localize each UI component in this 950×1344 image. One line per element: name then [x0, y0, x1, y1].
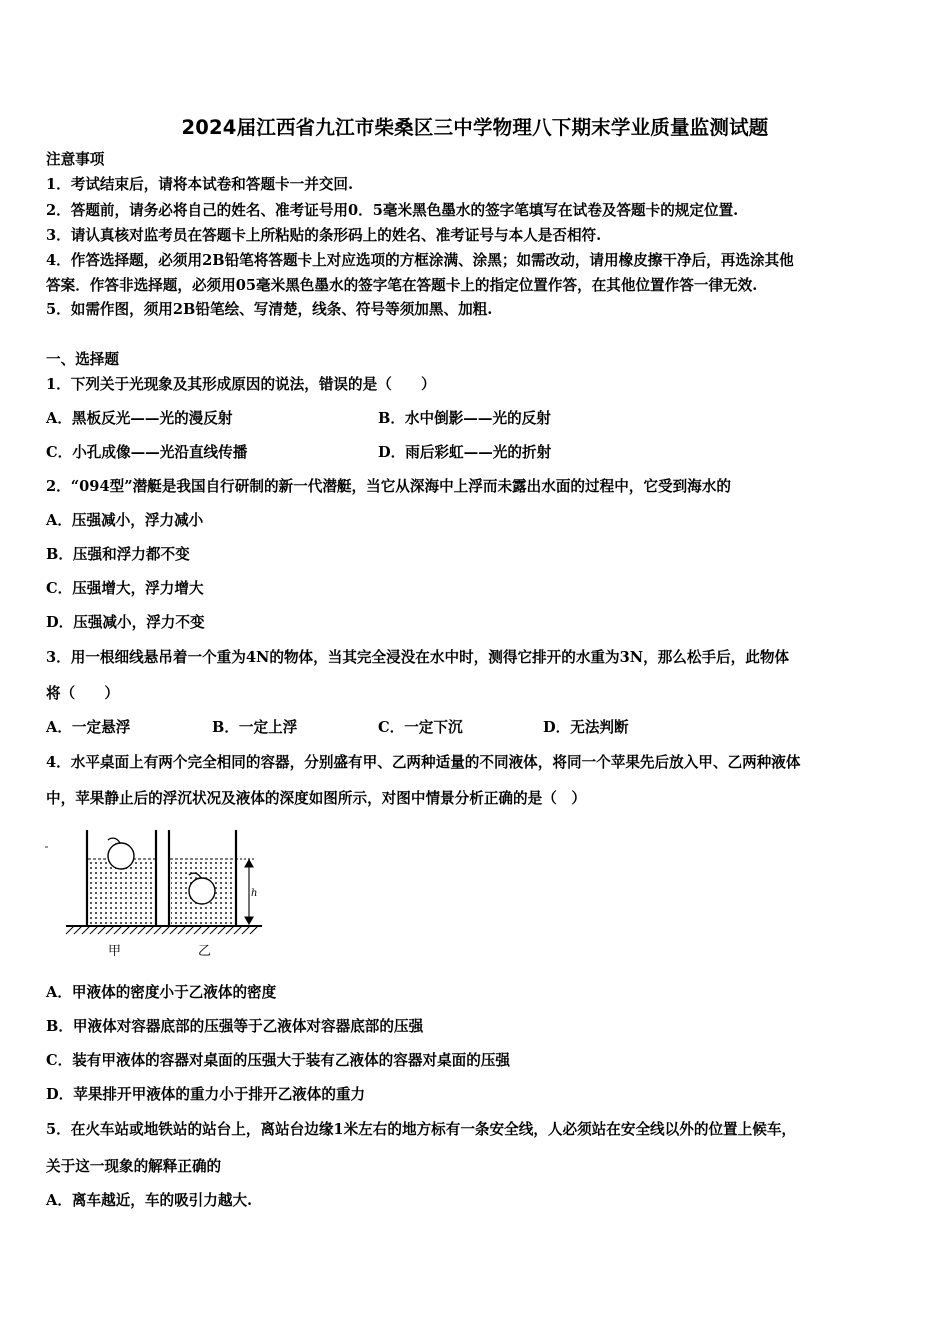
q4-figure	[44, 826, 268, 962]
q1-option-b: B．水中倒影——光的反射	[378, 410, 551, 427]
notice-item: 答案．作答非选择题，必须用05毫米黑色墨水的签字笔在答题卡上的指定位置作答，在其他位置作答一律无效.	[46, 277, 758, 294]
q5-option-a: A．离车越近，车的吸引力越大.	[46, 1192, 253, 1209]
q4-option-a: A．甲液体的密度小于乙液体的密度	[46, 984, 277, 1001]
label-jia: 甲	[108, 944, 122, 959]
notice-item: 1．考试结束后，请将本试卷和答题卡一并交回.	[46, 176, 354, 193]
question-5-stem: 5．在火车站或地铁站的站台上，离站台边缘1米左右的地方标有一条安全线，人必须站在安全线以外的位置上候车，	[46, 1121, 797, 1138]
q3-option-c: C．一定下沉	[378, 719, 463, 736]
question-4-stem-cont: 中，苹果静止后的浮沉状况及液体的深度如图所示，对图中情景分析正确的是（ ）	[46, 790, 586, 807]
question-1-stem: 1．下列关于光现象及其形成原因的说法，错误的是（ ）	[46, 376, 436, 393]
question-4-stem: 4．水平桌面上有两个完全相同的容器，分别盛有甲、乙两种适量的不同液体，将同一个苹果先后放入甲、乙两种液体	[46, 754, 801, 771]
q3-option-d: D．无法判断	[543, 719, 629, 736]
page-title: 2024届江西省九江市柴桑区三中学物理八下期末学业质量监测试题	[181, 116, 769, 139]
q1-option-d: D．雨后彩虹——光的折射	[378, 444, 552, 461]
apple-floating	[108, 838, 134, 869]
q3-option-b: B．一定上浮	[212, 719, 298, 736]
label-yi: 乙	[198, 944, 212, 959]
q2-option-a: A．压强减小，浮力减小	[46, 512, 204, 529]
notice-item: 2．答题前，请务必将自己的姓名、准考证号用0．5毫米黑色墨水的签字笔填写在试卷及答题卡的规定位置.	[46, 202, 739, 219]
q1-option-c: C．小孔成像——光沿直线传播	[46, 444, 248, 461]
notice-item: 5．如需作图，须用2B铅笔绘、写清楚，线条、符号等须加黑、加粗.	[46, 301, 493, 318]
q4-option-c: C．装有甲液体的容器对桌面的压强大于装有乙液体的容器对桌面的压强	[46, 1052, 511, 1069]
question-3-stem: 3．用一根细线悬吊着一个重为4N的物体，当其完全浸没在水中时，测得它排开的水重为3N，那么松手后，此物体	[46, 649, 790, 666]
notice-item: 3．请认真核对监考员在答题卡上所粘贴的条形码上的姓名、准考证号与本人是否相符.	[46, 227, 602, 244]
q4-option-b: B．甲液体对容器底部的压强等于乙液体对容器底部的压强	[46, 1018, 424, 1035]
depth-label: h	[251, 888, 258, 899]
question-3-stem-cont: 将（ ）	[46, 685, 119, 702]
q4-option-d: D．苹果排开甲液体的重力小于排开乙液体的重力	[46, 1086, 366, 1103]
q3-option-a: A．一定悬浮	[46, 719, 131, 736]
q1-option-a: A．黑板反光——光的漫反射	[46, 410, 233, 427]
question-5-stem-cont: 关于这一现象的解释正确的	[46, 1158, 222, 1175]
q2-option-d: D．压强减小，浮力不变	[46, 614, 205, 631]
table-hatching	[66, 926, 258, 934]
question-2-stem: 2．“094型”潜艇是我国自行研制的新一代潜艇，当它从深海中上浮而未露出水面的过程中，它受到海水的	[46, 478, 731, 495]
section-heading: 一、选择题	[46, 351, 119, 368]
q2-option-b: B．压强和浮力都不变	[46, 546, 190, 563]
notice-heading: 注意事项	[46, 151, 105, 168]
notice-item: 4．作答选择题，必须用2B铅笔将答题卡上对应选项的方框涂满、涂黑；如需改动，请用橡皮擦干净后，再选涂其他	[46, 252, 794, 269]
q2-option-c: C．压强增大，浮力增大	[46, 580, 204, 597]
